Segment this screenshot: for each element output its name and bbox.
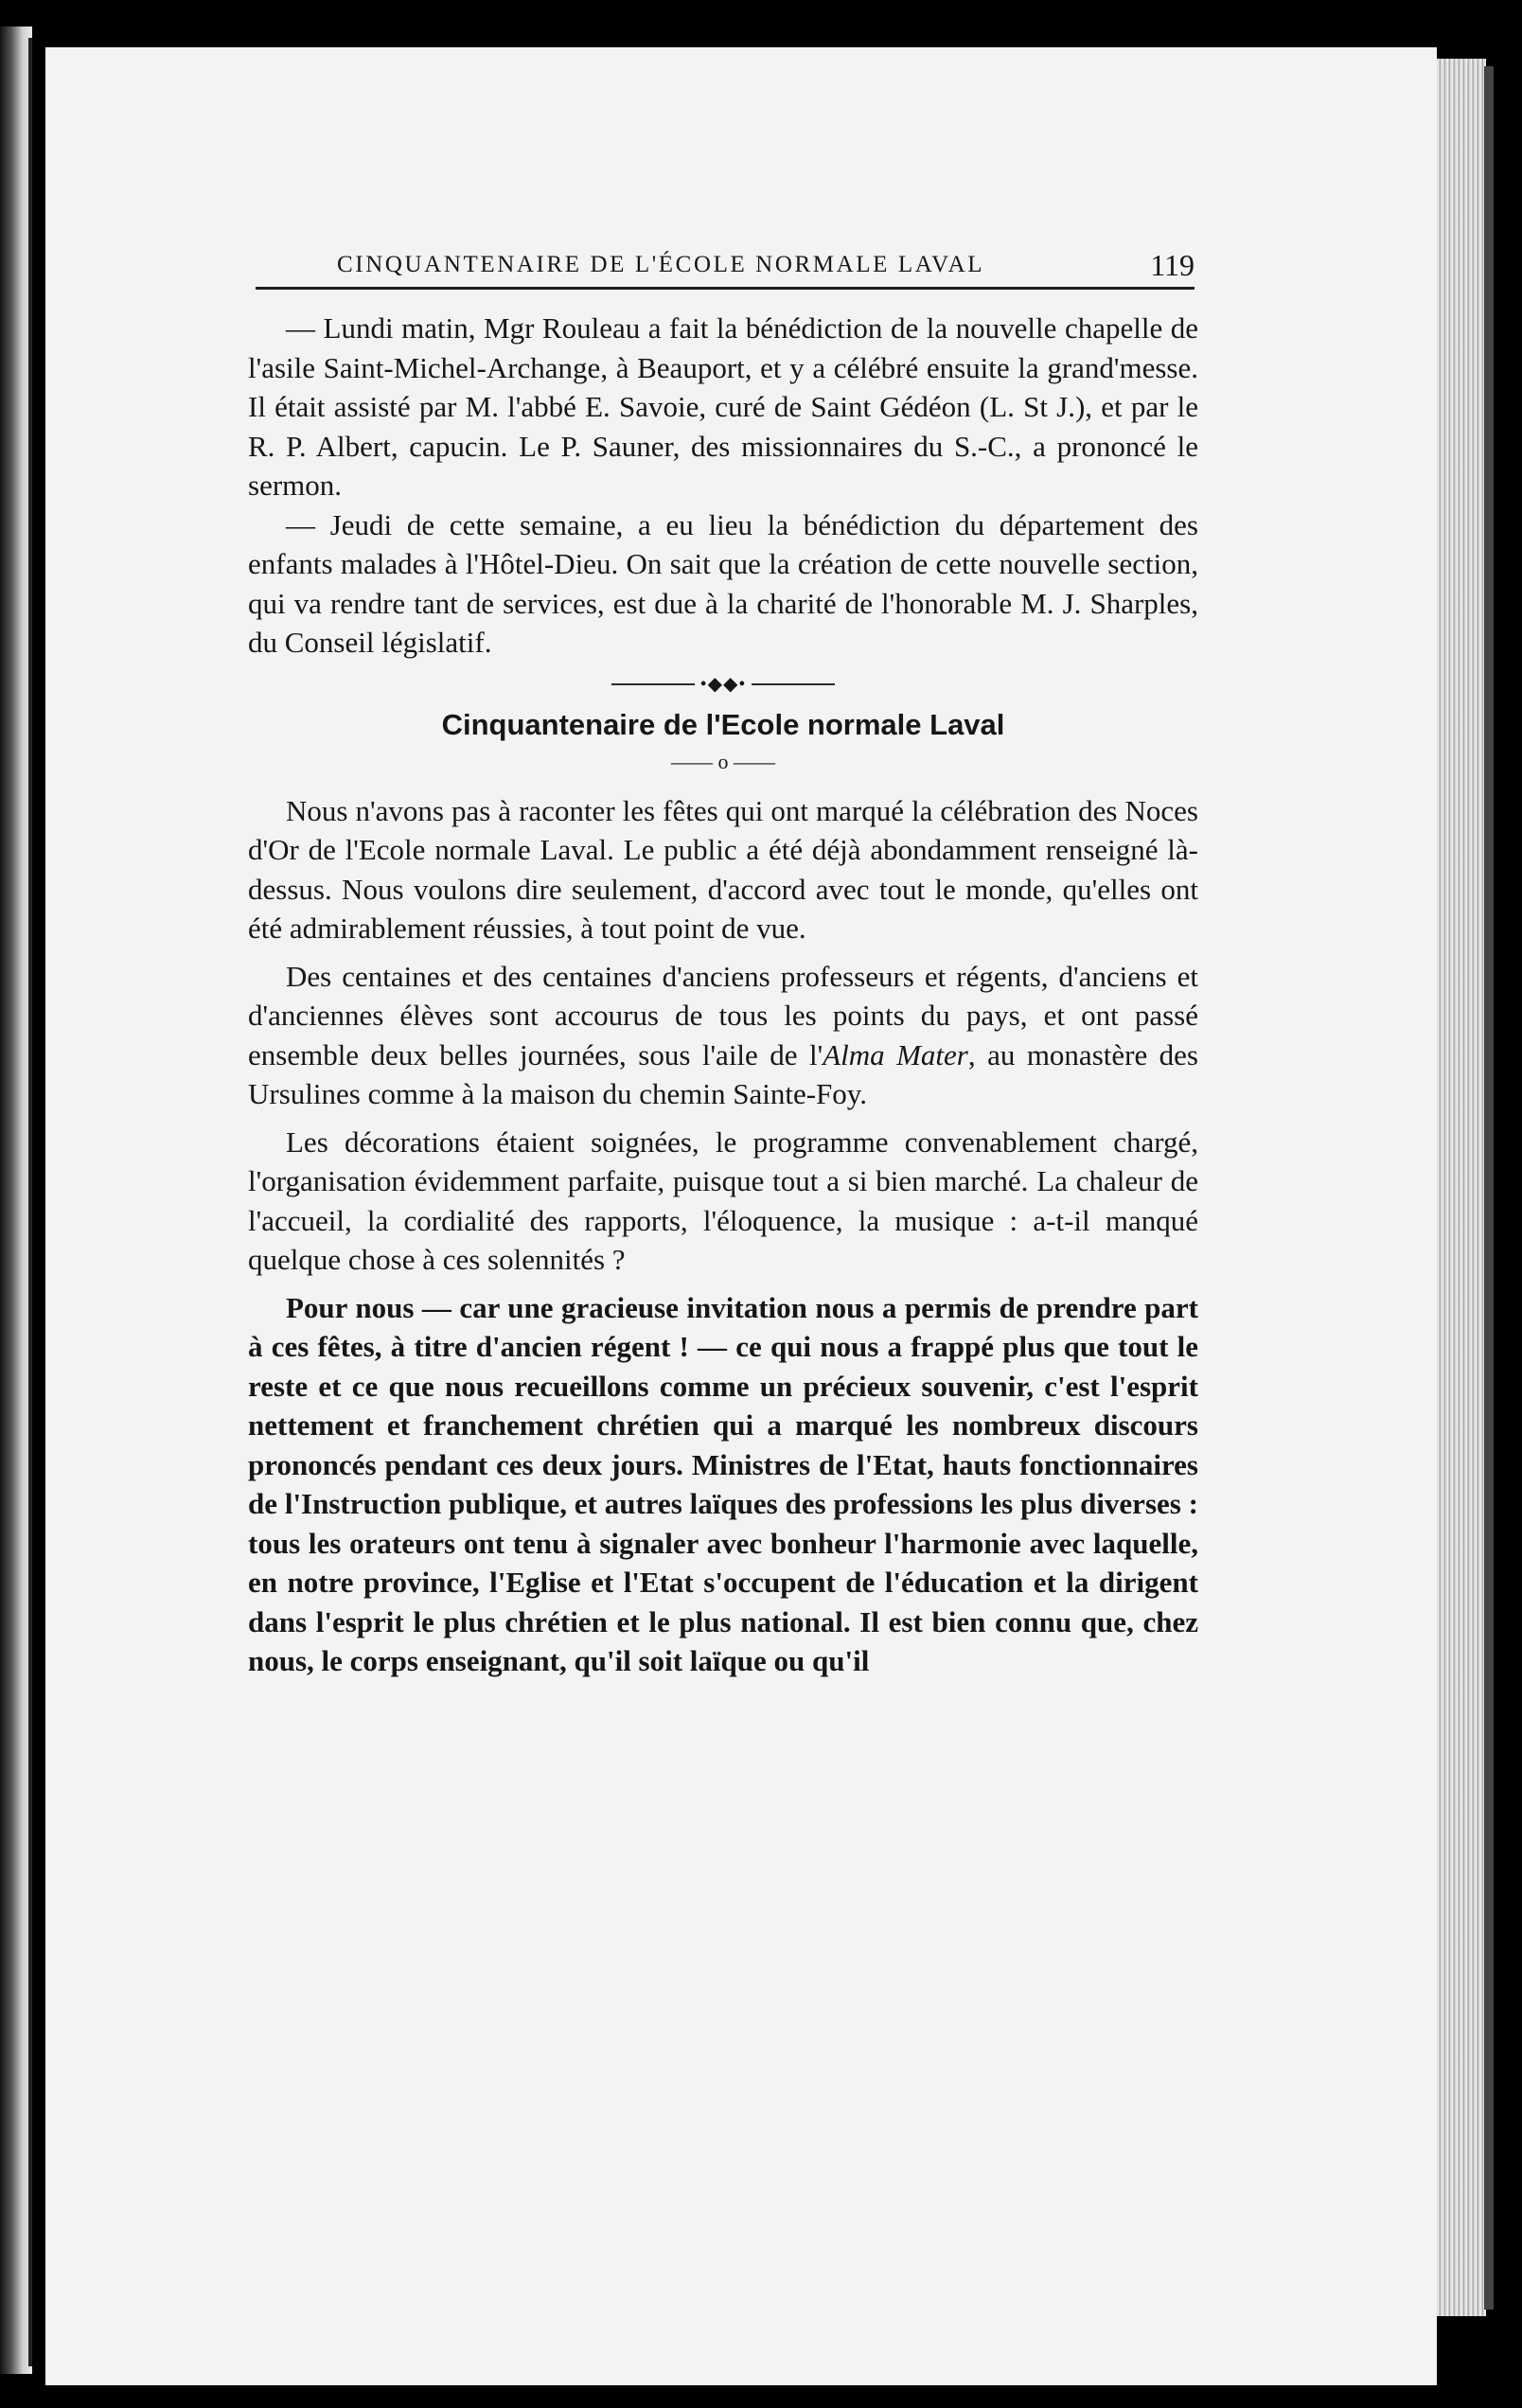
- title-ornament: —— o ——: [671, 749, 775, 773]
- page-stack-shadow: [1484, 66, 1494, 2310]
- news-item: — Lundi matin, Mgr Rouleau a fait la bénédiction de la nouvelle chapelle de l'asile Saint-Michel-Archange, à Beauport, et y a célébré ensuite la grand'messe. Il était assisté par M. l'abbé E. Savoie, curé de Saint Gédéon (L. St J.), et par le R. P. Albert, capucin. Le P. Sauner, des missionnaires du S.-C., a prononcé le sermon.: [248, 311, 1198, 502]
- article-text: Des centaines et des centaines d'anciens professeurs et régents, d'anciens et d'anciennes élèves sont accourus de tous les points du pays, et ont passé ensemble deux belles journées, sous l'aile de l': [248, 959, 1198, 1071]
- running-header: [337, 248, 1195, 286]
- article-paragraph: Les décorations étaient soignées, le programme convenablement chargé, l'organisation évidemment parfaite, puisque tout a si bien marché. La chaleur de l'accueil, la cordialité des rapports, l'éloquence, la musique : a-t-il manqué quelque chose à ces solennités ?: [248, 1124, 1198, 1276]
- separator-rule-right: [752, 683, 835, 685]
- running-title: CINQUANTENAIRE DE L'ÉCOLE NORMALE LAVAL: [337, 252, 985, 277]
- header-rule: [256, 287, 1195, 290]
- binding-shadow: [28, 38, 32, 2366]
- article-paragraph: [248, 957, 1198, 1114]
- section-separator: [248, 672, 1198, 697]
- separator-ornament: •◆◆•: [699, 673, 747, 695]
- news-item: — Jeudi de cette semaine, a eu lieu la bénédiction du département des enfants malades à l'Hôtel-Dieu. On sait que la création de cette nouvelle section, qui va rendre tant de services, est due à la charité de l'honorable M. J. Sharples, du Conseil législatif.: [248, 507, 1198, 659]
- section-title: Cinquantenaire de l'Ecole normale Laval: [441, 707, 1005, 741]
- separator-rule-left: [611, 683, 695, 685]
- article-paragraph: Nous n'avons pas à raconter les fêtes qui ont marqué la célébration des Noces d'Or de l'Ecole normale Laval. Le public a été déjà abondamment renseigné là-dessus. Nous voulons dire seulement, d'accord avec tout le monde, qu'elles ont été admirablement réussies, à tout point de vue.: [248, 793, 1198, 945]
- news-items: [248, 309, 1198, 663]
- page-number: 119: [1150, 248, 1195, 282]
- article-text: , au monastère des Ursulines comme à la maison du chemin Sainte-Foy.: [248, 1037, 1198, 1110]
- article: [248, 791, 1198, 1681]
- binding-edge: [0, 27, 32, 2374]
- article-paragraph: Pour nous — car une gracieuse invitation nous a permis de prendre part à ces fêtes, à titre d'ancien régent ! — ce qui nous a frappé plus que tout le reste et ce que nous recueillons comme un précieux souvenir, c'est l'esprit nettement et franchement chrétien qui a marqué les nombreux discours prononcés pendant ces deux jours. Ministres de l'Etat, hauts fonctionnaires de l'Instruction publique, et autres laïques des professions les plus diverses : tous les orateurs ont tenu à signaler avec bonheur l'harmonie avec laquelle, en notre province, l'Eglise et l'Etat s'occupent de l'éducation et la dirigent dans l'esprit le plus chrétien et le plus national. Il est bien connu que, chez nous, le corps enseignant, qu'il soit laïque ou qu'il: [248, 1290, 1198, 1677]
- article-italic-text: Alma Mater: [823, 1037, 968, 1071]
- page-stack-edge: [1437, 59, 1486, 2316]
- page-body: [248, 309, 1198, 1690]
